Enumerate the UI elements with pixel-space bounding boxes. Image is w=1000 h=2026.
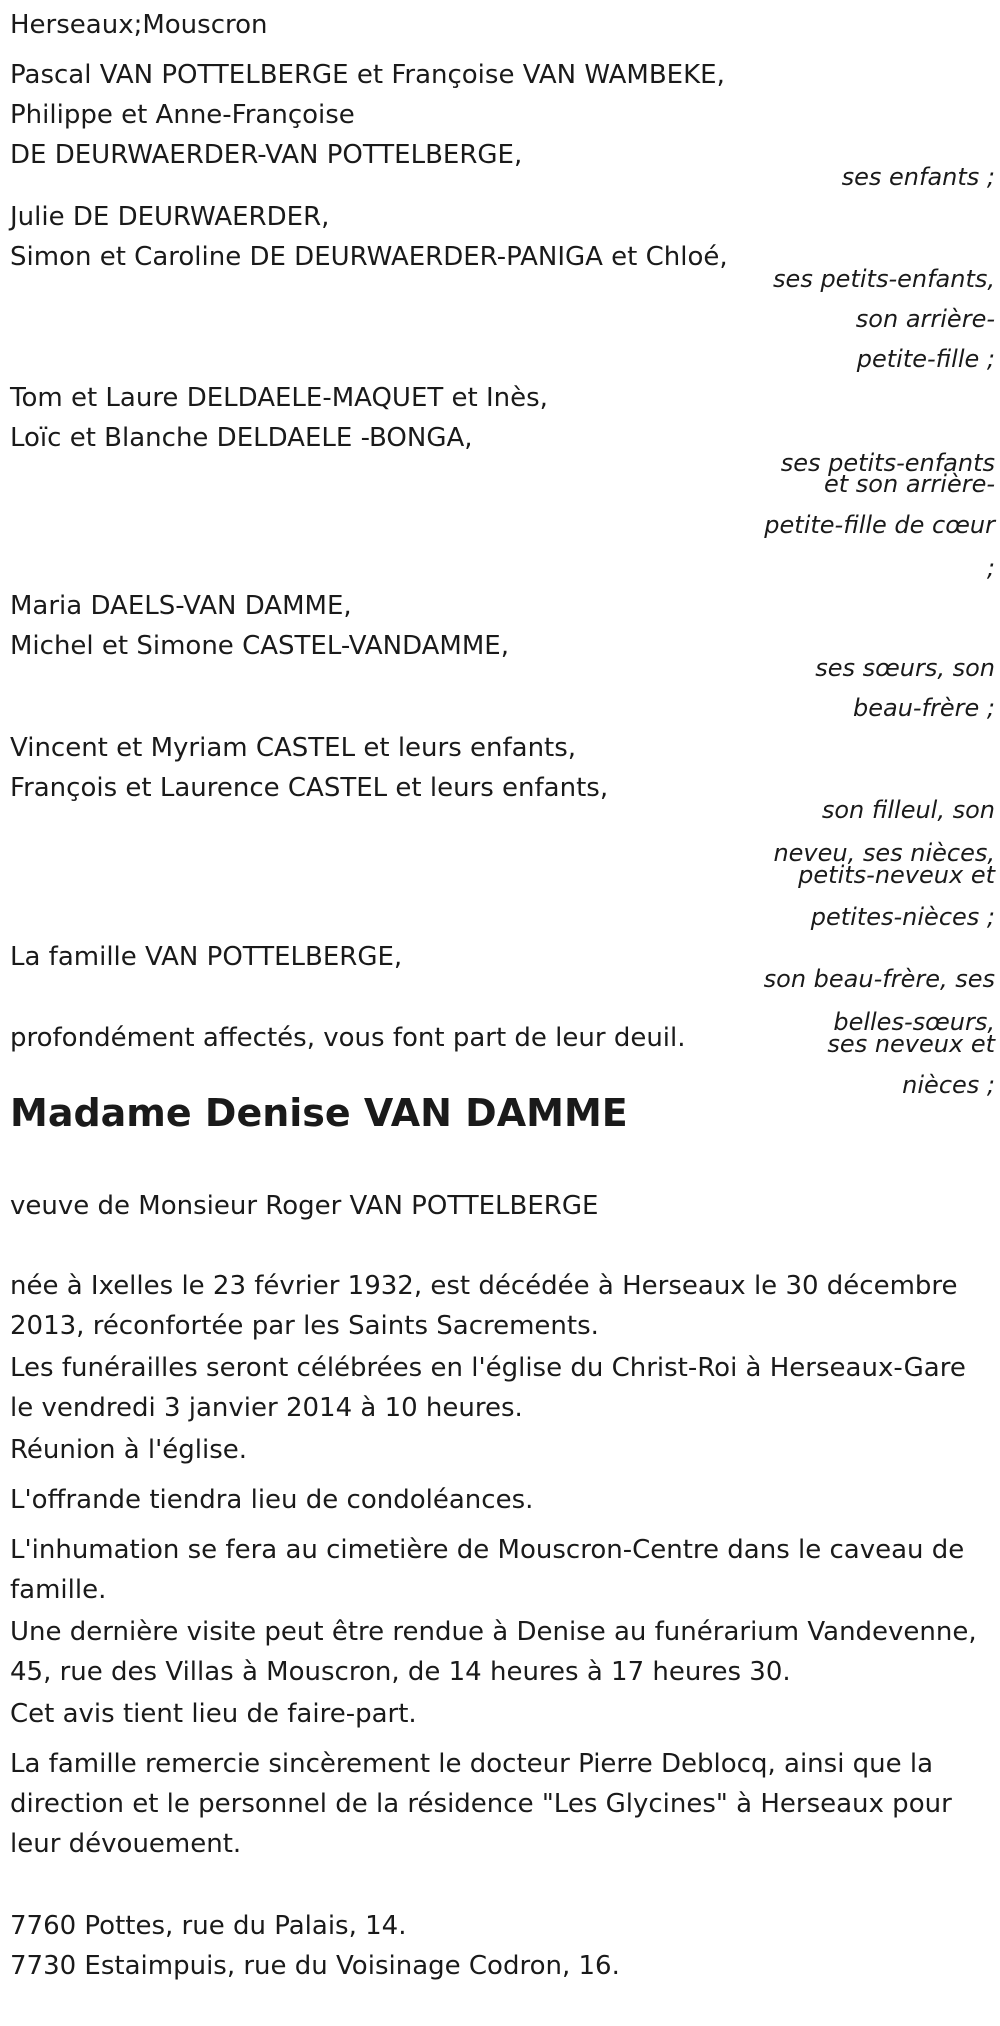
family-line: Pascal VAN POTTELBERGE et Françoise VAN WAMBEKE, [10,60,725,90]
relation-label: ses enfants ; [841,163,995,191]
family-line: François et Laurence CASTEL et leurs enfants, [10,773,609,803]
family-line: La famille VAN POTTELBERGE, [10,942,403,972]
paragraph-meeting: Réunion à l'église. [10,1435,248,1465]
relation-label: son beau-frère, ses [763,965,995,993]
relation-label: nièces ; [902,1071,995,1099]
paragraph-notice: Cet avis tient lieu de faire-part. [10,1699,417,1729]
paragraph-burial: L'inhumation se fera au cimetière de Mouscron-Centre dans le caveau de famille. [10,1535,965,1605]
relation-label: son arrière- [855,305,995,333]
paragraph-funeral: Les funérailles seront célébrées en l'église du Christ-Roi à Herseaux-Gare le vendredi 3 janvier 2014 à 10 heures. [10,1353,966,1423]
family-line: Vincent et Myriam CASTEL et leurs enfants, [10,733,577,763]
relation-label: et son arrière- [824,470,995,498]
family-line: Philippe et Anne-Françoise [10,100,355,130]
paragraph-thanks: La famille remercie sincèrement le docteur Pierre Deblocq, ainsi que la direction et le personnel de la résidence "Les Glycines" à Herseaux pour leur dévouement. [10,1749,952,1859]
address-line: 7730 Estaimpuis, rue du Voisinage Codron, 16. [10,1951,620,1981]
relation-label: neveu, ses nièces, [773,839,995,867]
relation-label: petite-fille ; [856,345,995,373]
family-line: Tom et Laure DELDAELE-MAQUET et Inès, [10,383,548,413]
closing-line: profondément affectés, vous font part de leur deuil. [10,1023,686,1053]
relation-label: beau-frère ; [852,694,995,722]
paragraph-birth-death: née à Ixelles le 23 février 1932, est décédée à Herseaux le 30 décembre 2013, réconfortée par les Saints Sacrements. [10,1271,958,1341]
relation-label: ses petits-enfants [780,449,995,477]
family-line: DE DEURWAERDER-VAN POTTELBERGE, [10,140,523,170]
paragraph-offering: L'offrande tiendra lieu de condoléances. [10,1485,534,1515]
family-line: Michel et Simone CASTEL-VANDAMME, [10,631,509,661]
relation-label: ; [986,554,995,582]
relation-label: ses neveux et [827,1030,995,1058]
family-line: Simon et Caroline DE DEURWAERDER-PANIGA et Chloé, [10,242,728,272]
paragraph-visit: Une dernière visite peut être rendue à Denise au funérarium Vandevenne, 45, rue des Villas à Mouscron, de 14 heures à 17 heures 30. [10,1617,977,1687]
relation-label: belles-sœurs, [833,1008,995,1036]
family-line: Julie DE DEURWAERDER, [10,202,330,232]
place-header: Herseaux;Mouscron [10,10,268,40]
deceased-name: Madame Denise VAN DAMME [10,1091,628,1135]
widow-line: veuve de Monsieur Roger VAN POTTELBERGE [10,1191,599,1221]
relation-label: son filleul, son [821,796,995,824]
family-line: Loïc et Blanche DELDAELE -BONGA, [10,423,473,453]
relation-label: petites-nièces ; [810,903,995,931]
relation-label: petits-neveux et [798,861,995,889]
family-line: Maria DAELS-VAN DAMME, [10,591,352,621]
relation-label: ses petits-enfants, [773,265,995,293]
relation-label: ses sœurs, son [815,654,995,682]
relation-label: petite-fille de cœur [764,511,995,539]
address-line: 7760 Pottes, rue du Palais, 14. [10,1911,407,1941]
